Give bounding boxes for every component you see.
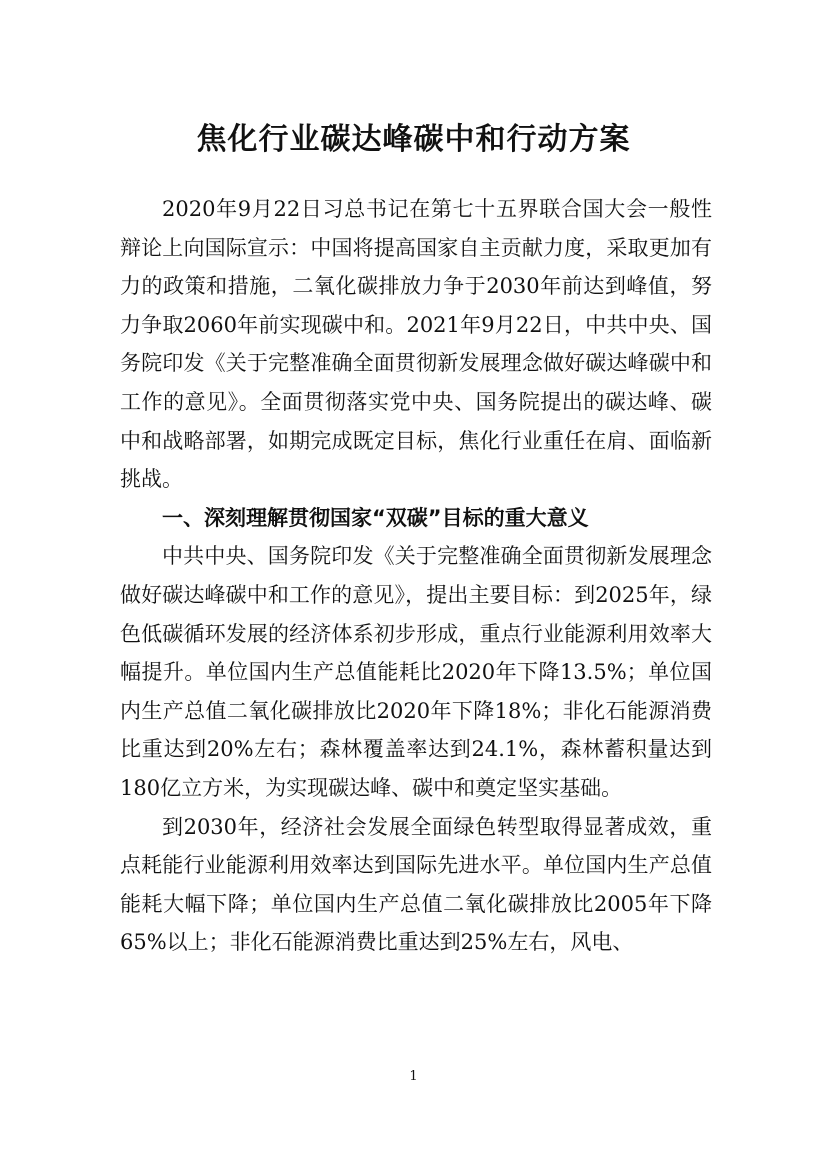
intro-paragraph: 2020年9月22日习总书记在第七十五界联合国大会一般性辩论上向国际宣示：中国将提高国家自主贡献力度，采取更加有力的政策和措施，二氧化碳排放力争于2030年前达到峰值，努力争取2060年前实现碳中和。2021年9月22日，中共中央、国务院印发《关于完整准确全面贯彻新发展理念做好碳达峰碳中和工作的意见》。全面贯彻落实党中央、国务院提出的碳达峰、碳中和战略部署，如期完成既定目标，焦化行业重任在肩、面临新挑战。 bbox=[120, 197, 712, 492]
section-heading: 一、深刻理解贯彻国家“双碳”目标的重大意义 bbox=[162, 505, 589, 530]
document-title: 焦化行业碳达峰碳中和行动方案 bbox=[196, 122, 631, 157]
page-number: 1 bbox=[409, 1069, 418, 1084]
section-paragraph: 中共中央、国务院印发《关于完整准确全面贯彻新发展理念做好碳达峰碳中和工作的意见》，提出主要目标：到2025年，绿色低碳循环发展的经济体系初步形成，重点行业能源利用效率大幅提升。单位国内生产总值能耗比2020年下降13.5%；单位国内生产总值二氧化碳排放比2020年下降18%；非化石能源消费比重达到20%左右；森林覆盖率达到24.1%，森林蓄积量达到180亿立方米，为实现碳达峰、碳中和奠定坚实基础。 bbox=[120, 544, 712, 800]
section-paragraph: 到2030年，经济社会发展全面绿色转型取得显著成效，重点耗能行业能源利用效率达到国际先进水平。单位国内生产总值能耗大幅下降；单位国内生产总值二氧化碳排放比2005年下降65%以上；非化石能源消费比重达到25%左右，风电、 bbox=[120, 814, 712, 955]
document-body bbox=[120, 190, 712, 962]
